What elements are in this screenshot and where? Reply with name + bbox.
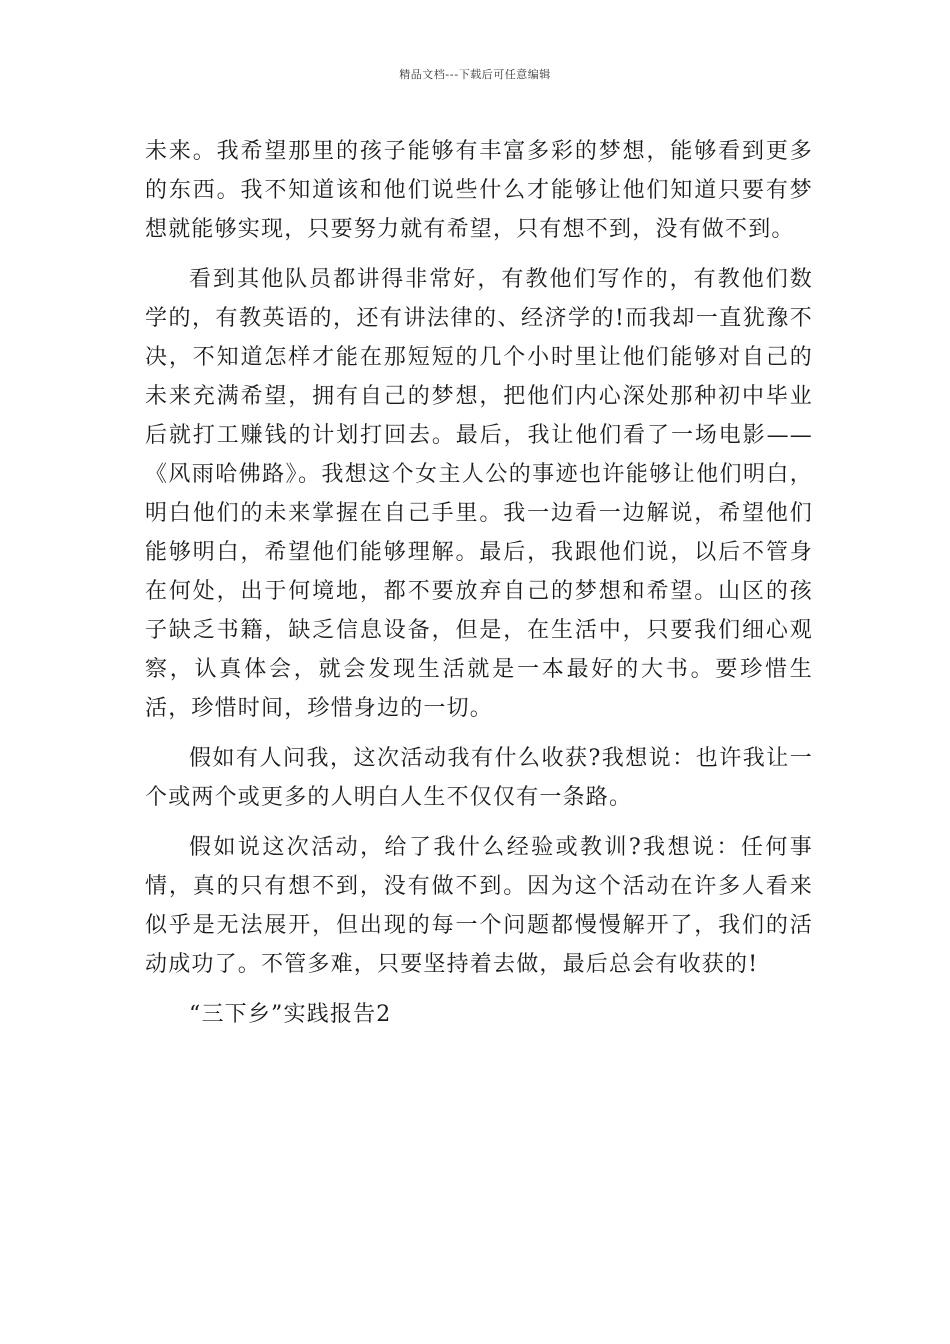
document-body xyxy=(145,132,813,1034)
section-heading: “三下乡”实践报告2 xyxy=(189,1002,392,1027)
paragraph-gains: 假如有人问我，这次活动我有什么收获?我想说：也许我让一个或两个或更多的人明白人生不仅仅有一条路。 xyxy=(145,746,813,810)
paragraph-lessons: 假如说这次活动，给了我什么经验或教训?我想说：任何事情，真的只有想不到，没有做不到。因为这个活动在许多人看来似乎是无法展开，但出现的每一个问题都慢慢解开了，我们的活动成功了。不管多难，只要坚持着去做，最后总会有收获的! xyxy=(145,835,813,977)
paragraph-continuation: 未来。我希望那里的孩子能够有丰富多彩的梦想，能够看到更多的东西。我不知道该和他们说些什么才能够让他们知道只要有梦想就能够实现，只要努力就有希望，只有想不到，没有做不到。 xyxy=(145,139,813,242)
page-header: 精品文档---下载后可任意编辑 xyxy=(399,68,551,81)
paragraph-team-teaching: 看到其他队员都讲得非常好，有教他们写作的，有教他们数学的，有教英语的，还有讲法律的、经济学的!而我却一直犹豫不决，不知道怎样才能在那短短的几个小时里让他们能够对自己的未来充满希望，拥有自己的梦想，把他们内心深处那种初中毕业后就打工赚钱的计划打回去。最后，我让他们看了一场电影——《风雨哈佛路》。我想这个女主人公的事迹也许能够让他们明白，明白他们的未来掌握在自己手里。我一边看一边解说，希望他们能够明白，希望他们能够理解。最后，我跟他们说，以后不管身在何处，出于何境地，都不要放弃自己的梦想和希望。山区的孩子缺乏书籍，缺乏信息设备，但是，在生活中，只要我们细心观察，认真体会，就会发现生活就是一本最好的大书。要珍惜生活，珍惜时间，珍惜身边的一切。 xyxy=(145,267,813,721)
